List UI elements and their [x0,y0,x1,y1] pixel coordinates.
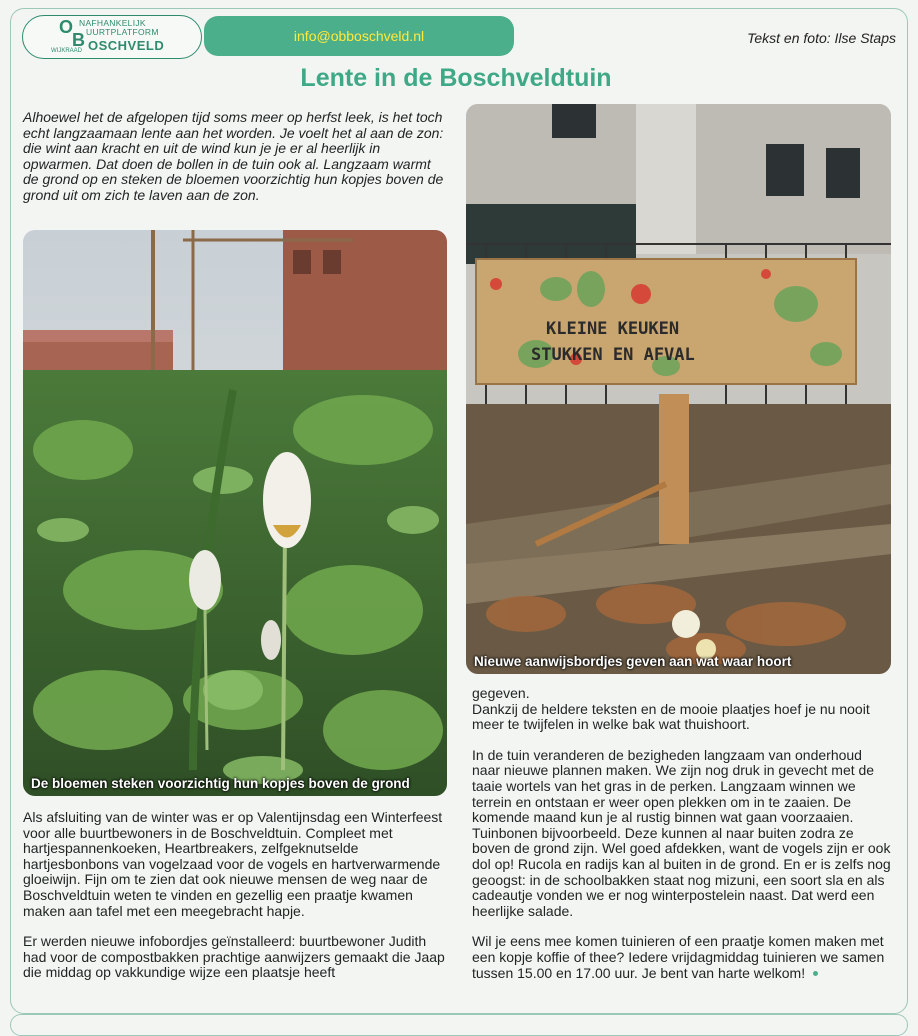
paragraph-infobordjes: Er werden nieuwe infobordjes geïnstalleerd: buurtbewoner Judith had voor de compostbakken prachtige aanwijzers gemaakt die Jaap die middag op vakkundige wijze een plaatsje heeft [23,933,445,981]
paragraph-bezigheden: In de tuin veranderen de bezigheden langzaam van onderhoud naar nieuwe plannen maken. We zijn nog druk in gevecht met de taaie wortels van het gras in de perken. Langzaam winnen we terrein en ontstaan er weer open plekken om in te zaaien. De komende maand kun je al rustig binnen wat gaan voorzaaien. Tuinbonen bijvoorbeeld. Deze kunnen al naar buiten zodra ze boven de grond zijn. Wel goed afdekken, want de vogels zijn er ook dol op! Rucola en radijs kan al buiten in de grond. En er is zelfs nog geoogst: in de schoolbakken staat nog mizuni, een soort sla en als cadeautje vonden we er nog winterpostelein naast. Dat werd een heerlijke salade. [472,746,891,919]
email-link[interactable]: info@obboschveld.nl [204,16,514,56]
photo1-caption: De bloemen steken voorzichtig hun kopjes boven de grond [31,776,410,791]
left-column [23,810,448,996]
next-frame [10,1014,908,1036]
right-column [472,686,892,996]
invitation-text: Wil je eens mee komen tuinieren of een praatje komen maken met een kopje koffie of thee? Iedere vrijdagmiddag tuinieren we samen tussen 15.00 en 17.00 uur. Je bent van harte welkom! [472,933,885,981]
article-title: Lente in de Boschveldtuin [300,64,612,92]
obboschveld-logo[interactable] [22,15,202,59]
logo-line-1: NAFHANKELIJK [79,18,146,28]
sign-illustration [466,104,891,674]
logo-line-2: UURTPLATFORM [86,27,159,37]
sign-text-1: KLEINE KEUKEN [546,319,680,339]
crocus-photo [23,230,447,796]
author-credit: Tekst en foto: Ilse Staps [747,30,896,46]
logo-letter-b: B [72,30,85,50]
logo-letter-o: O [59,17,74,37]
logo-line-3: OSCHVELD [88,38,165,53]
end-dot-icon [813,971,818,976]
paragraph-gegeven: gegeven. Dankzij de heldere teksten en de mooie plaatjes hoef je nu nooit meer te twijfelen in welke bak wat thuishoort. [472,685,870,733]
article-intro: Alhoewel het de afgelopen tijd soms meer op herfst leek, is het toch echt langzaamaan lente aan het worden. Je voelt het al aan de zon: die wint aan kracht en uit de wind kun je je er al heerlijk in opwarmen. Dat doen de bollen in de tuin ook al. Langzaam warmt de grond op en steken de bloemen voorzichtig hun kopjes boven de grond uit om zich te laven aan de zon. [23,109,444,203]
paragraph-winterfeest: Als afsluiting van de winter was er op Valentijnsdag een Winterfeest voor alle buurtbewoners in de Boschveldtuin. Compleet met hartjespannenkoeken, Heartbreakers, zelfgeknutselde hartjesbonbons van vogelzaad voor de vogels en hartverwarmende gloeiwijn. Fijn om te zien dat ook nieuwe mensen de weg naar de Boschveldtuin weten te vinden en gezellig een praatje kwamen maken aan tafel met een meegebracht hapje. [23,809,443,919]
sign-photo [466,104,891,674]
logo-line-4: WIJKRAAD [51,48,83,54]
sign-text-2: STUKKEN EN AFVAL [531,345,695,365]
photo2-caption: Nieuwe aanwijsbordjes geven aan wat waar hoort [474,654,792,669]
crocus-illustration [23,230,447,796]
paragraph-uitnodiging [472,934,892,981]
